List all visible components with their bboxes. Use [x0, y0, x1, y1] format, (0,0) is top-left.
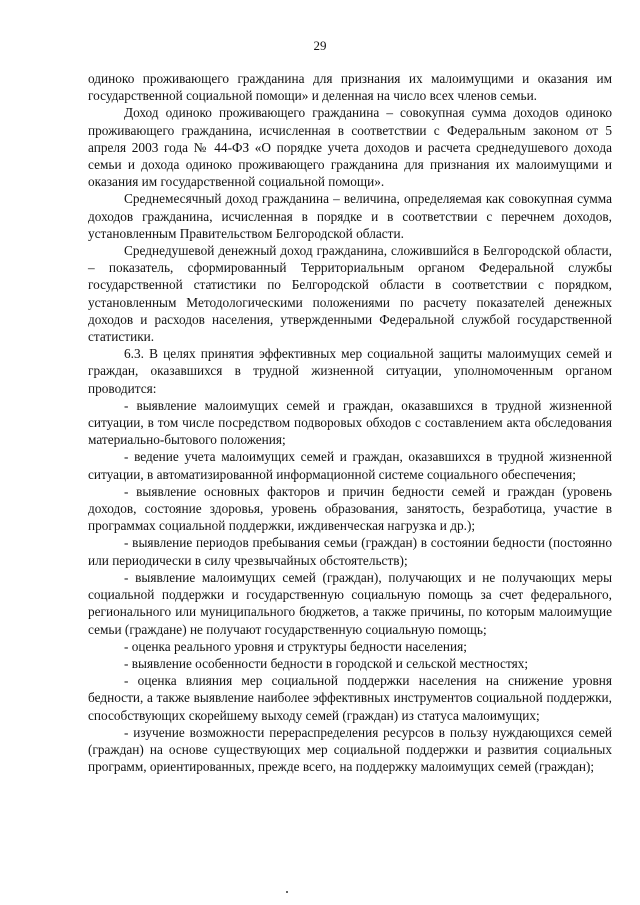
- paragraph: - оценка влияния мер социальной поддержки населения на снижение уровня бедности, а также выявление наиболее эффективных инструментов социальной поддержки, способствующих скорейшему выходу семей (граждан) из статуса малоимущих;: [88, 673, 612, 723]
- document-body: [88, 70, 612, 775]
- paragraph: - изучение возможности перераспределения ресурсов в пользу нуждающихся семей (граждан) на основе существующих мер социальной поддержки и развития социальных программ, ориентированных, прежде всего, на поддержку малоимущих семей (граждан);: [88, 724, 612, 775]
- paragraph: Среднедушевой денежный доход гражданина, сложившийся в Белгородской области, – показатель, сформированный Территориальным органом Федеральной службы государственной статистики по Белгородской области в соответствии с порядком, установленным Методологическими положениями по расчету показателей денежных доходов и расходов населения, утвержденными Федеральной службой государственной статистики.: [88, 243, 612, 345]
- paragraph: одиноко проживающего гражданина для признания их малоимущими и оказания им государственной социальной помощи» и деленная на число всех членов семьи.: [88, 71, 612, 104]
- scan-speck: [286, 891, 288, 893]
- paragraph: - выявление основных факторов и причин бедности семей и граждан (уровень доходов, состояние здоровья, уровень образования, занятость, безработица, участие в программах социальной поддержки, иждивенческая нагрузка и др.);: [88, 483, 612, 534]
- paragraph: - выявление малоимущих семей (граждан), получающих и не получающих меры социальной поддержки и государственную социальную помощь за счет федерального, регионального или муниципального бюджетов, а также причины, по которым малоимущие семьи (граждане) не получают государственную социальную помощь;: [88, 569, 612, 637]
- paragraph: - выявление периодов пребывания семьи (граждан) в состоянии бедности (постоянно или периодически в силу чрезвычайных обстоятельств);: [88, 535, 612, 568]
- paragraph: Среднемесячный доход гражданина – величина, определяемая как совокупная сумма доходов гражданина, исчисленная в порядке и в соответствии с перечнем доходов, установленным Правительством Белгородской области.: [88, 191, 612, 241]
- page-number: 29: [313, 38, 327, 53]
- paragraph: - ведение учета малоимущих семей и граждан, оказавшихся в трудной жизненной ситуации, в автоматизированной информационной системе социального обеспечения;: [88, 449, 612, 482]
- paragraph: Доход одиноко проживающего гражданина – совокупная сумма доходов одиноко проживающего гражданина, исчисленная в соответствии с Федеральным законом от 5 апреля 2003 года № 44-ФЗ «О порядке учета доходов и расчета среднедушевого дохода семьи и дохода одиноко проживающего гражданина для признания их малоимущими и оказания им государственной социальной помощи».: [88, 105, 612, 190]
- paragraph: - выявление особенности бедности в городской и сельской местностях;: [124, 655, 529, 671]
- paragraph: - выявление малоимущих семей и граждан, оказавшихся в трудной жизненной ситуации, в том числе посредством подворовых обходов с составлением акта обследования материально-бытового положения;: [88, 397, 612, 448]
- paragraph: - оценка реального уровня и структуры бедности населения;: [124, 638, 467, 654]
- paragraph: 6.3. В целях принятия эффективных мер социальной защиты малоимущих семей и граждан, оказавшихся в трудной жизненной ситуации, уполномоченным органом проводится:: [88, 346, 612, 396]
